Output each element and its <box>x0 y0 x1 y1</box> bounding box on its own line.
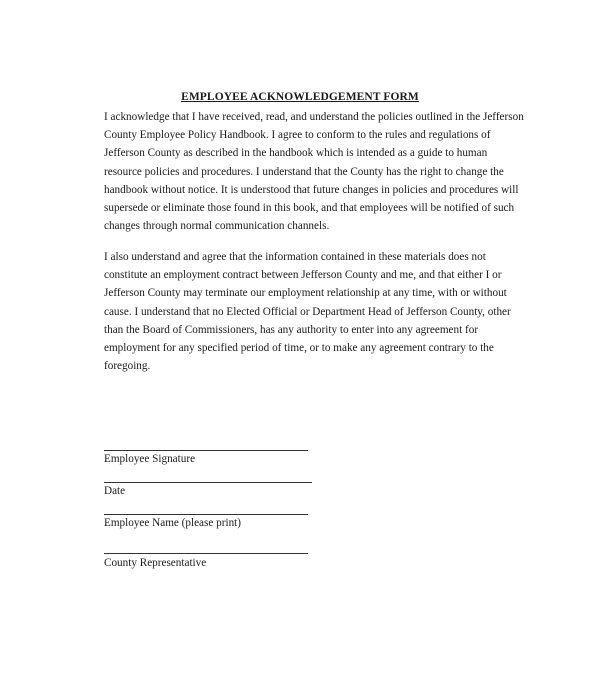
form-title: EMPLOYEE ACKNOWLEDGEMENT FORM <box>181 91 419 103</box>
date-label: Date <box>104 485 126 497</box>
date-line[interactable] <box>104 482 312 483</box>
employee-signature-line[interactable] <box>104 450 308 451</box>
acknowledgement-paragraph: I acknowledge that I have received, read, and understand the policies outlined in the Jefferson County Employee Policy Handbook. I agree to conform to the rules and regulations of Jefferson County as described in the handbook which is intended as a guide to human resource policies and procedures. I understand that the County has the right to change the handbook without notice. It is understood that future changes in policies and procedures will supersede or eliminate those found in this book, and that employees will be notified of such changes through normal communication channels. <box>104 111 524 233</box>
employee-name-line[interactable] <box>104 514 308 515</box>
employee-signature-label: Employee Signature <box>104 453 196 465</box>
county-representative-label: County Representative <box>104 557 207 569</box>
county-representative-line[interactable] <box>104 553 308 554</box>
agreement-paragraph: I also understand and agree that the information contained in these materials does not constitute an employment contract between Jefferson County and me, and that either I or Jefferson County may terminate our employment relationship at any time, with or without cause. I understand that no Elected Official or Department Head of Jefferson County, other than the Board of Commissioners, has any authority to enter into any agreement for employment for any specified period of time, or to make any agreement contrary to the foregoing. <box>104 251 511 373</box>
employee-name-label: Employee Name (please print) <box>104 517 241 529</box>
